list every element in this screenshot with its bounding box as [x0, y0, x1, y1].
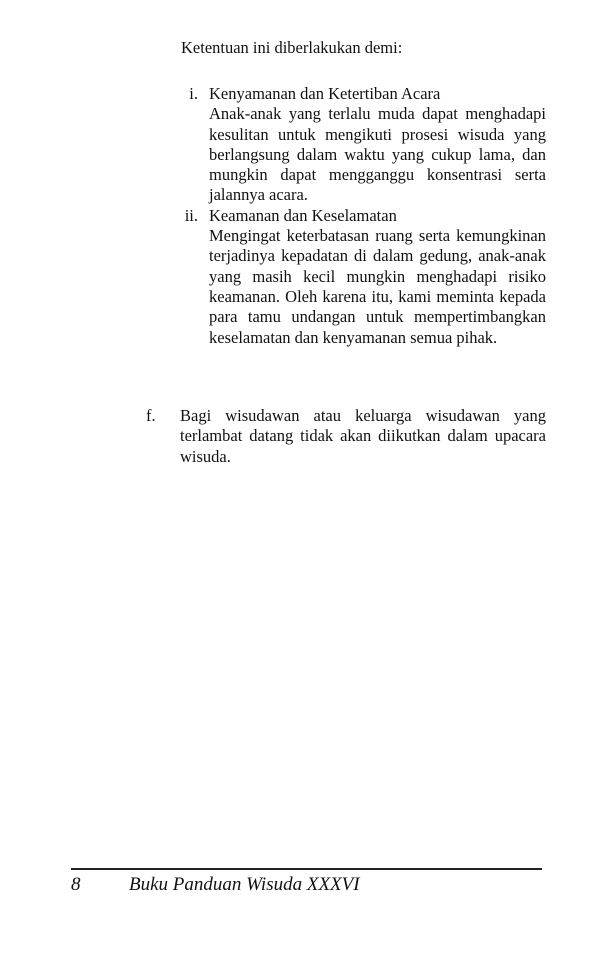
- list-label: f.: [146, 406, 156, 425]
- page-number: 8: [71, 874, 81, 895]
- list-item-i: [170, 84, 546, 206]
- roman-list: [170, 84, 546, 348]
- list-item-text: Bagi wisudawan atau keluarga wisudawan yang terlambat datang tidak akan diikutkan dalam upacara wisuda.: [180, 406, 546, 466]
- list-item-body: Anak-anak yang terlalu muda dapat menghadapi kesulitan untuk mengikuti prosesi wisuda yang berlangsung dalam waktu yang cukup lama, dan mungkin dapat mengganggu konsentrasi serta jalannya acara.: [209, 104, 546, 205]
- list-item-title: Kenyamanan dan Ketertiban Acara: [209, 84, 441, 103]
- list-number: i.: [189, 84, 198, 103]
- list-item-title: Keamanan dan Keselamatan: [209, 205, 397, 225]
- list-item-f: [146, 406, 546, 467]
- list-item-body: Mengingat keterbatasan ruang serta kemungkinan terjadinya kepadatan di dalam gedung, anak-anak yang masih kecil mungkin menghadapi risiko keamanan. Oleh karena itu, kami meminta kepada para tamu undangan untuk mempertimbangkan keselamatan dan kenyamanan semua pihak.: [209, 226, 546, 347]
- footer-divider: [71, 868, 542, 870]
- list-item-ii: [170, 206, 546, 348]
- list-number: ii.: [184, 205, 198, 225]
- intro-text: Ketentuan ini diberlakukan demi:: [181, 38, 403, 57]
- footer-book-title: Buku Panduan Wisuda XXXVI: [129, 874, 360, 895]
